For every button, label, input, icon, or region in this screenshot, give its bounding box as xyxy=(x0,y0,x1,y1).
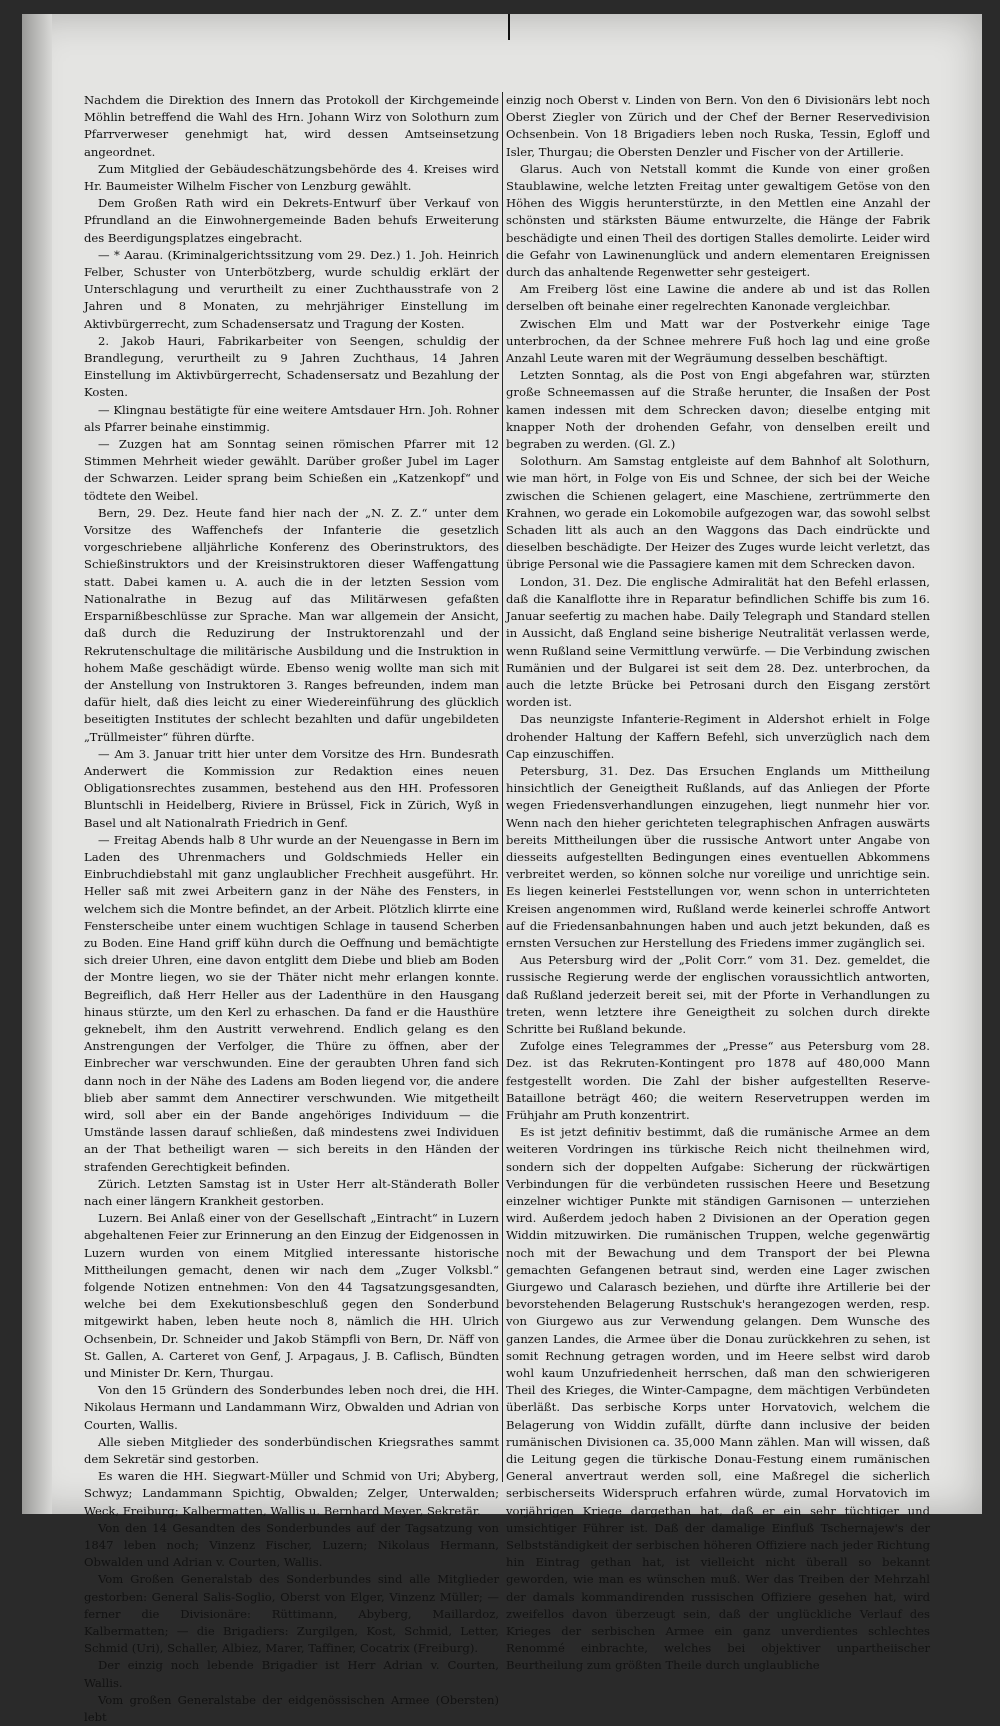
article-paragraph: Der einzig noch lebende Brigadier ist Herr Adrian v. Courten, Wallis. xyxy=(84,1658,499,1690)
article-paragraph: — Klingnau bestätigte für eine weitere Amtsdauer Hrn. Joh. Rohner als Pfarrer beinahe einstimmig. xyxy=(84,402,499,434)
article-paragraph: Vom Großen Generalstab des Sonderbundes sind alle Mitglieder gestorben: General Salis-Soglio, Oberst von Elger, Vinzenz Müller; — ferner die Divisionäre: Rüttimann, Abyberg, Maillardoz, Kalbermatten; — die Brigadiers: Zurgilgen, Kost, Schmid, Letter, Schmid (Uri), Schaller, Albiez, Marer, Taffiner, Cocatrix (Freiburg). xyxy=(84,1572,499,1656)
article-paragraph: Das neunzigste Infanterie-Regiment in Aldershot erhielt in Folge drohender Haltung der Kaffern Befehl, sich unverzüglich nach dem Cap einzuschiffen. xyxy=(506,712,930,761)
article-paragraph: — Freitag Abends halb 8 Uhr wurde an der Neuengasse in Bern im Laden des Uhrenmachers und Goldschmieds Heller ein Einbruchdiebstahl mit ganz unglaublicher Frechheit ausgeführt. Hr. Heller saß mit zwei Arbeitern ganz in der Nähe des Fensters, in welchem sich die Montre befindet, an der Arbeit. Plötzlich klirrte eine Fensterscheibe unter einem wuchtigen Schlage in tausend Scherben zu Boden. Eine Hand griff kühn durch die Oeffnung und bemächtigte sich dreier Uhren, eine davon entglitt dem Diebe und blieb am Boden der Montre liegen, wo sie der Thäter nicht mehr erlangen konnte. Begreiflich, daß Herr Heller aus der Ladenthüre in den Hausgang hinaus stürzte, um den Kerl zu erhaschen. Da fand er die Hausthüre geknebelt, ihm den Austritt verwehrend. Endlich gelang es den Anstrengungen der Verfolger, die Thüre zu öffnen, aber der Einbrecher war verschwunden. Eine der geraubten Uhren fand sich dann noch in der Nähe des Ladens am Boden liegend vor, die andere blieb aber sammt dem Annectirer verschwunden. Wie mitgetheilt wird, soll aber ein der Bande angehöriges Individuum — die Umstände lassen darauf schließen, daß mindestens zwei Individuen an der That betheiligt waren — sich bereits in den Händen der strafenden Gerechtigkeit befinden. xyxy=(84,832,499,1174)
article-paragraph: Glarus. Auch von Netstall kommt die Kunde von einer großen Staublawine, welche letzten Freitag unter gewaltigem Getöse von den Höhen des Wiggis herunterstürzte, in den Mettlen eine Anzahl der schönsten und stärksten Bäume entwurzelte, die Hänge der Fabrik beschädigte und einen Theil des dortigen Stalles demolirte. Leider wird die Gefahr von Lawinenunglück und andern elementaren Ereignissen durch das anhaltende Regenwetter sehr gesteigert. xyxy=(506,161,930,280)
article-paragraph: Am Freiberg löst eine Lawine die andere ab und ist das Rollen derselben oft beinahe einer regelrechten Kanonade vergleichbar. xyxy=(506,282,930,314)
left-column xyxy=(84,92,499,1725)
article-paragraph: Zum Mitglied der Gebäudeschätzungsbehörde des 4. Kreises wird Hr. Baumeister Wilhelm Fischer von Lenzburg gewählt. xyxy=(84,161,499,194)
article-paragraph: Letzten Sonntag, als die Post von Engi abgefahren war, stürzten große Schneemassen auf die Straße herunter, die Insaßen der Post kamen indessen mit dem Schrecken davon; dieselbe entging mit knapper Noth der drohenden Gefahr, von denselben ereilt und begraben zu werden. (Gl. Z.) xyxy=(506,368,930,452)
article-paragraph: — Am 3. Januar tritt hier unter dem Vorsitze des Hrn. Bundesrath Anderwert die Kommission zur Redaktion eines neuen Obligationsrechtes zusammen, bestehend aus den HH. Professoren Bluntschli in Heidelberg, Riviere in Brüssel, Fick in Zürich, Wyß in Basel und alt Nationalrath Friedrich in Genf. xyxy=(84,746,499,830)
article-paragraph: Solothurn. Am Samstag entgleiste auf dem Bahnhof alt Solothurn, wie man hört, in Folge von Eis und Schnee, der sich bei der Weiche zwischen die Schienen gelagert, eine Maschiene, zertrümmerte den Krahnen, wo gerade ein Lokomobile aufgezogen war, das sowohl selbst Schaden litt als auch an den Waggons das Dach eindrückte und dieselben beschädigte. Der Heizer des Zuges wurde leicht verletzt, das übrige Personal wie die Passagiere kamen mit dem Schrecken davon. xyxy=(506,454,930,572)
article-paragraph: Luzern. Bei Anlaß einer von der Gesellschaft „Eintracht“ in Luzern abgehaltenen Feier zur Erinnerung an den Einzug der Eidgenossen in Luzern wurden von einem Mitglied interessante historische Mittheilungen gemacht, denen wir nach dem „Zuger Volksbl.“ folgende Notizen entnehmen: Von den 44 Tagsatzungsgesandten, welche bei dem Exekutionsbeschluß gegen den Sonderbund mitgewirkt haben, leben heute noch 8, nämlich die HH. Ulrich Ochsenbein, Dr. Schneider und Jakob Stämpfli von Bern, Dr. Näff von St. Gallen, A. Carteret von Genf, J. Arpagaus, J. B. Caflisch, Bündten und Minister Dr. Kern, Thurgau. xyxy=(84,1211,499,1381)
article-paragraph: Von den 15 Gründern des Sonderbundes leben noch drei, die HH. Nikolaus Hermann und Landammann Wirz, Obwalden und Adrian von Courten, Wallis. xyxy=(84,1383,499,1432)
article-paragraph: Dem Großen Rath wird ein Dekrets-Entwurf über Verkauf von Pfrundland an die Einwohnergemeinde Baden behufs Erweiterung des Beerdigungsplatzes eingebracht. xyxy=(84,196,499,245)
article-paragraph: Petersburg, 31. Dez. Das Ersuchen Englands um Mittheilung hinsichtlich der Geneigtheit Rußlands, auf das Anliegen der Pforte wegen Friedensverhandlungen einzugehen, liegt nunmehr hier vor. Wenn nach den hieher gerichteten telegraphischen Anfragen auswärts bereits Mittheilungen über die russische Antwort unter Angabe von diesseits aufgestellten Bedingungen eines eventuellen Abkommens verbreitet werden, so können solche nur voreilige und unrichtige sein. Es liegen keinerlei Feststellungen vor, wenn schon in unterrichteten Kreisen angenommen wird, Rußland werde keinerlei schroffe Antwort auf die Friedensanbahnungen haben und auch jetzt bekunden, daß es ernsten Versuchen zur Herstellung des Friedens immer zugänglich sei. xyxy=(506,763,930,950)
column-rule-top xyxy=(508,14,510,40)
article-paragraph: — * Aarau. (Kriminalgerichtssitzung vom 29. Dez.) 1. Joh. Heinrich Felber, Schuster von Unterbötzberg, wurde schuldig erklärt der Unterschlagung und verurtheilt zu einer Zuchthausstrafe von 2 Jahren und 8 Monaten, zu mehrjähriger Einstellung im Aktivbürgerrecht, zum Schadensersatz und Tragung der Kosten. xyxy=(84,247,499,331)
article-paragraph: Nachdem die Direktion des Innern das Protokoll der Kirchgemeinde Möhlin betreffend die Wahl des Hrn. Johann Wirz von Solothurn zum Pfarrverweser genehmigt hat, wird dessen Amtseinsetzung angeordnet. xyxy=(84,93,499,159)
newspaper-page xyxy=(22,14,982,1725)
article-paragraph: einzig noch Oberst v. Linden von Bern. Von den 6 Divisionärs lebt noch Oberst Ziegler von Zürich und der Chef der Berner Reservedivision Ochsenbein. Von 18 Brigadiers leben noch Ruska, Tessin, Egloff und Isler, Thurgau; die Obersten Denzler und Fischer von der Artillerie. xyxy=(506,93,930,159)
page-fold-shadow xyxy=(22,14,52,1514)
article-paragraph: 2. Jakob Hauri, Fabrikarbeiter von Seengen, schuldig der Brandlegung, verurtheilt zu 9 Jahren Zuchthaus, 14 Jahren Einstellung im Aktivbürgerrecht, Schadensersatz und Bezahlung der Kosten. xyxy=(84,333,499,400)
right-column xyxy=(506,92,930,1673)
article-paragraph: Es ist jetzt definitiv bestimmt, daß die rumänische Armee an dem weiteren Vordringen ins türkische Reich nicht theilnehmen wird, sondern sich der doppelten Aufgabe: Sicherung der rückwärtigen Verbindungen für die verbündeten russischen Heere und Besetzung einzelner wichtiger Punkte mit ständigen Garnisonen — unterziehen wird. Außerdem jedoch haben 2 Divisionen an der Operation gegen Widdin mitzuwirken. Die rumänischen Truppen, welche gegenwärtig noch mit der Bewachung und dem Transport der bei Plewna gemachten Gefangenen betraut sind, werden eine Lager zwischen Giurgewo und Calarasch beziehen, und dürfte ihre Artillerie bei der bevorstehenden Belagerung Rustschuk's herangezogen werden, resp. von Giurgewo aus zur Verwendung gelangen. Dem Wunsche des ganzen Landes, die Armee über die Donau zurückkehren zu sehen, ist somit Rechnung getragen worden, und im Heere selbst wird darob wohl kaum Unzufriedenheit herrschen, daß man den schwierigeren Theil des Krieges, die Winter-Campagne, dem mächtigen Verbündeten überläßt. Das serbische Korps unter Horvatovich, welchem die Belagerung von Widdin zufällt, dürfte dann inclusive der beiden rumänischen Divisionen ca. 35,000 Mann zählen. Man will wissen, daß die Leitung gegen die türkische Donau-Festung einem rumänischen General anvertraut werden soll, eine Maßregel die sicherlich serbischerseits Widerspruch erfahren würde, zumal Horvatovich im vorjährigen Kriege dargethan hat, daß er ein sehr tüchtiger und umsichtiger Führer ist. Daß der damalige Einfluß Tschernajew's der Selbstständigkeit der serbischen höheren Offiziere nach jeder Richtung hin Eintrag gethan hat, ist vielleicht nicht überall so bekannt geworden, wie man es wünschen muß. Wer das Treiben der Mehrzahl der damals kommandirenden russischen Offiziere gesehen hat, wird zweifellos davon überzeugt sein, daß der unglückliche Verlauf des Krieges der serbischen Armee ein ganz unverdientes schlechtes Renommé einbrachte, welches bei objektiver unpartheiischer Beurtheilung zum größten Theile durch unglaubliche xyxy=(506,1125,930,1673)
article-paragraph: Aus Petersburg wird der „Polit Corr.“ vom 31. Dez. gemeldet, die russische Regierung werde der englischen voraussichtlich antworten, daß Rußland jederzeit bereit sei, mit der Pforte in Verhandlungen zu treten, wenn letztere ihre Geneigtheit zu solchen durch direkte Schritte bei Rußland bekunde. xyxy=(506,953,930,1036)
article-paragraph: London, 31. Dez. Die englische Admiralität hat den Befehl erlassen, daß die Kanalflotte ihre in Reparatur befindlichen Schiffe bis zum 16. Januar seefertig zu machen habe. Daily Telegraph und Standard stellen in Aussicht, daß England seine bisherige Neutralität verlassen werde, wenn Rußland seine Vermittlung verwürfe. — Die Verbindung zwischen Rumänien und der Bulgarei ist seit dem 28. Dez. unterbrochen, da auch die letzte Brücke bei Petrosani durch den Eisgang zerstört worden ist. xyxy=(506,574,930,710)
article-paragraph: Zürich. Letzten Samstag ist in Uster Herr alt-Ständerath Boller nach einer längern Krankheit gestorben. xyxy=(84,1176,499,1208)
article-paragraph: — Zuzgen hat am Sonntag seinen römischen Pfarrer mit 12 Stimmen Mehrheit wieder gewählt. Darüber großer Jubel im Lager der Schwarzen. Leider sprang beim Schießen ein „Katzenkopf“ und tödtete den Weibel. xyxy=(84,437,499,503)
article-paragraph: Vom großen Generalstabe der eidgenössischen Armee (Obersten) lebt xyxy=(84,1692,499,1725)
article-paragraph: Bern, 29. Dez. Heute fand hier nach der „N. Z. Z.“ unter dem Vorsitze des Waffenchefs der Infanterie die gesetzlich vorgeschriebene alljährliche Konferenz des Oberinstruktors, des Schießinstruktors und der Kreisinstruktoren dieser Waffengattung statt. Dabei kamen u. A. auch die in der letzten Session vom Nationalrathe in Bezug auf das Militärwesen gefaßten Ersparnißbeschlüsse zur Sprache. Man war allgemein der Ansicht, daß durch die Reduzirung der Instruktorenzahl und der Rekrutenschultage die militärische Ausbildung und die Instruktion in hohem Maße geschädigt würde. Ebenso wenig wollte man sich mit der Anstellung von Instruktoren 3. Ranges befreunden, indem man dafür hielt, daß dies leicht zu einer Wiedereinführung des glücklich beseitigten Institutes der schlecht bezahlten und dafür ungebildeten „Trüllmeister“ führen dürfte. xyxy=(84,505,499,744)
column-divider xyxy=(502,92,503,1482)
article-paragraph: Zufolge eines Telegrammes der „Presse“ aus Petersburg vom 28. Dez. ist das Rekruten-Kontingent pro 1878 auf 480,000 Mann festgestellt worden. Die Zahl der bisher aufgestellten Reserve-Bataillone beträgt 460; die weitern Reservetruppen werden im Frühjahr am Pruth konzentrirt. xyxy=(506,1039,930,1122)
article-paragraph: Alle sieben Mitglieder des sonderbündischen Kriegsrathes sammt dem Sekretär sind gestorben. xyxy=(84,1434,499,1467)
article-paragraph: Von den 14 Gesandten des Sonderbundes auf der Tagsatzung von 1847 leben noch; Vinzenz Fischer, Luzern; Nikolaus Hermann, Obwalden und Adrian v. Courten, Wallis. xyxy=(84,1520,499,1570)
article-paragraph: Zwischen Elm und Matt war der Postverkehr einige Tage unterbrochen, da der Schnee mehrere Fuß hoch lag und eine große Anzahl Leute waren mit der Wegräumung desselben beschäftigt. xyxy=(506,316,930,366)
article-paragraph: Es waren die HH. Siegwart-Müller und Schmid von Uri; Abyberg, Schwyz; Landammann Spichtig, Obwalden; Zelger, Unterwalden; Weck, Freiburg; Kalbermatten, Wallis u. Bernhard Meyer, Sekretär. xyxy=(84,1469,499,1518)
